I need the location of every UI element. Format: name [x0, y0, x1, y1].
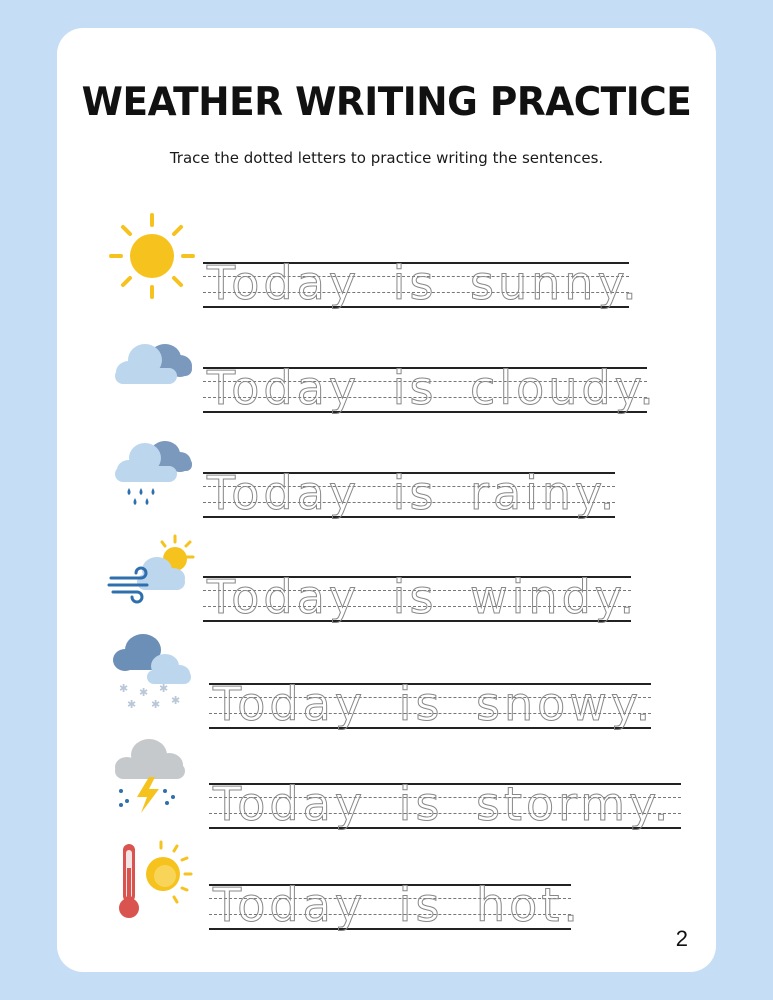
tracing-lines[interactable] [209, 677, 655, 737]
page-number: 2 [675, 926, 688, 951]
svg-text:✱: ✱ [139, 686, 149, 699]
svg-text:✱: ✱ [119, 682, 129, 695]
practice-row-cloudy [57, 318, 716, 418]
wind-sun-cloud-icon [107, 532, 197, 622]
trace-sentence: Today is sunny. [207, 256, 641, 310]
trace-sentence: Today is rainy. [207, 466, 619, 520]
tracing-lines[interactable] [203, 256, 641, 316]
page-title: WEATHER WRITING PRACTICE [81, 80, 692, 125]
practice-row-stormy [57, 733, 716, 833]
practice-row-sunny [57, 211, 716, 311]
tracing-lines[interactable] [209, 777, 681, 837]
practice-row-hot [57, 838, 716, 938]
svg-text:✱: ✱ [159, 682, 169, 695]
trace-sentence: Today is windy. [207, 570, 639, 624]
practice-row-windy [57, 532, 716, 632]
trace-sentence: Today is stormy. [213, 777, 673, 831]
svg-text:✱: ✱ [151, 698, 161, 711]
instructions: Trace the dotted letters to practice writing the sentences. [169, 149, 604, 167]
practice-row-snowy [57, 628, 716, 731]
trace-sentence: Today is cloudy. [207, 361, 658, 415]
tracing-lines[interactable] [203, 466, 619, 526]
cloudy-icon [107, 318, 197, 408]
sun-icon [107, 211, 197, 301]
svg-text:✱: ✱ [127, 698, 137, 711]
thermometer-sun-icon [107, 838, 197, 928]
tracing-lines[interactable] [203, 570, 639, 630]
tracing-lines[interactable] [203, 361, 658, 421]
worksheet-page [57, 28, 716, 972]
tracing-lines[interactable] [209, 878, 582, 938]
rain-cloud-icon [107, 426, 197, 516]
storm-cloud-icon [107, 733, 197, 823]
trace-sentence: Today is hot. [213, 878, 582, 932]
snow-cloud-icon [107, 628, 197, 718]
practice-row-rainy [57, 426, 716, 526]
trace-sentence: Today is snowy. [213, 677, 655, 731]
svg-text:✱: ✱ [171, 694, 181, 707]
